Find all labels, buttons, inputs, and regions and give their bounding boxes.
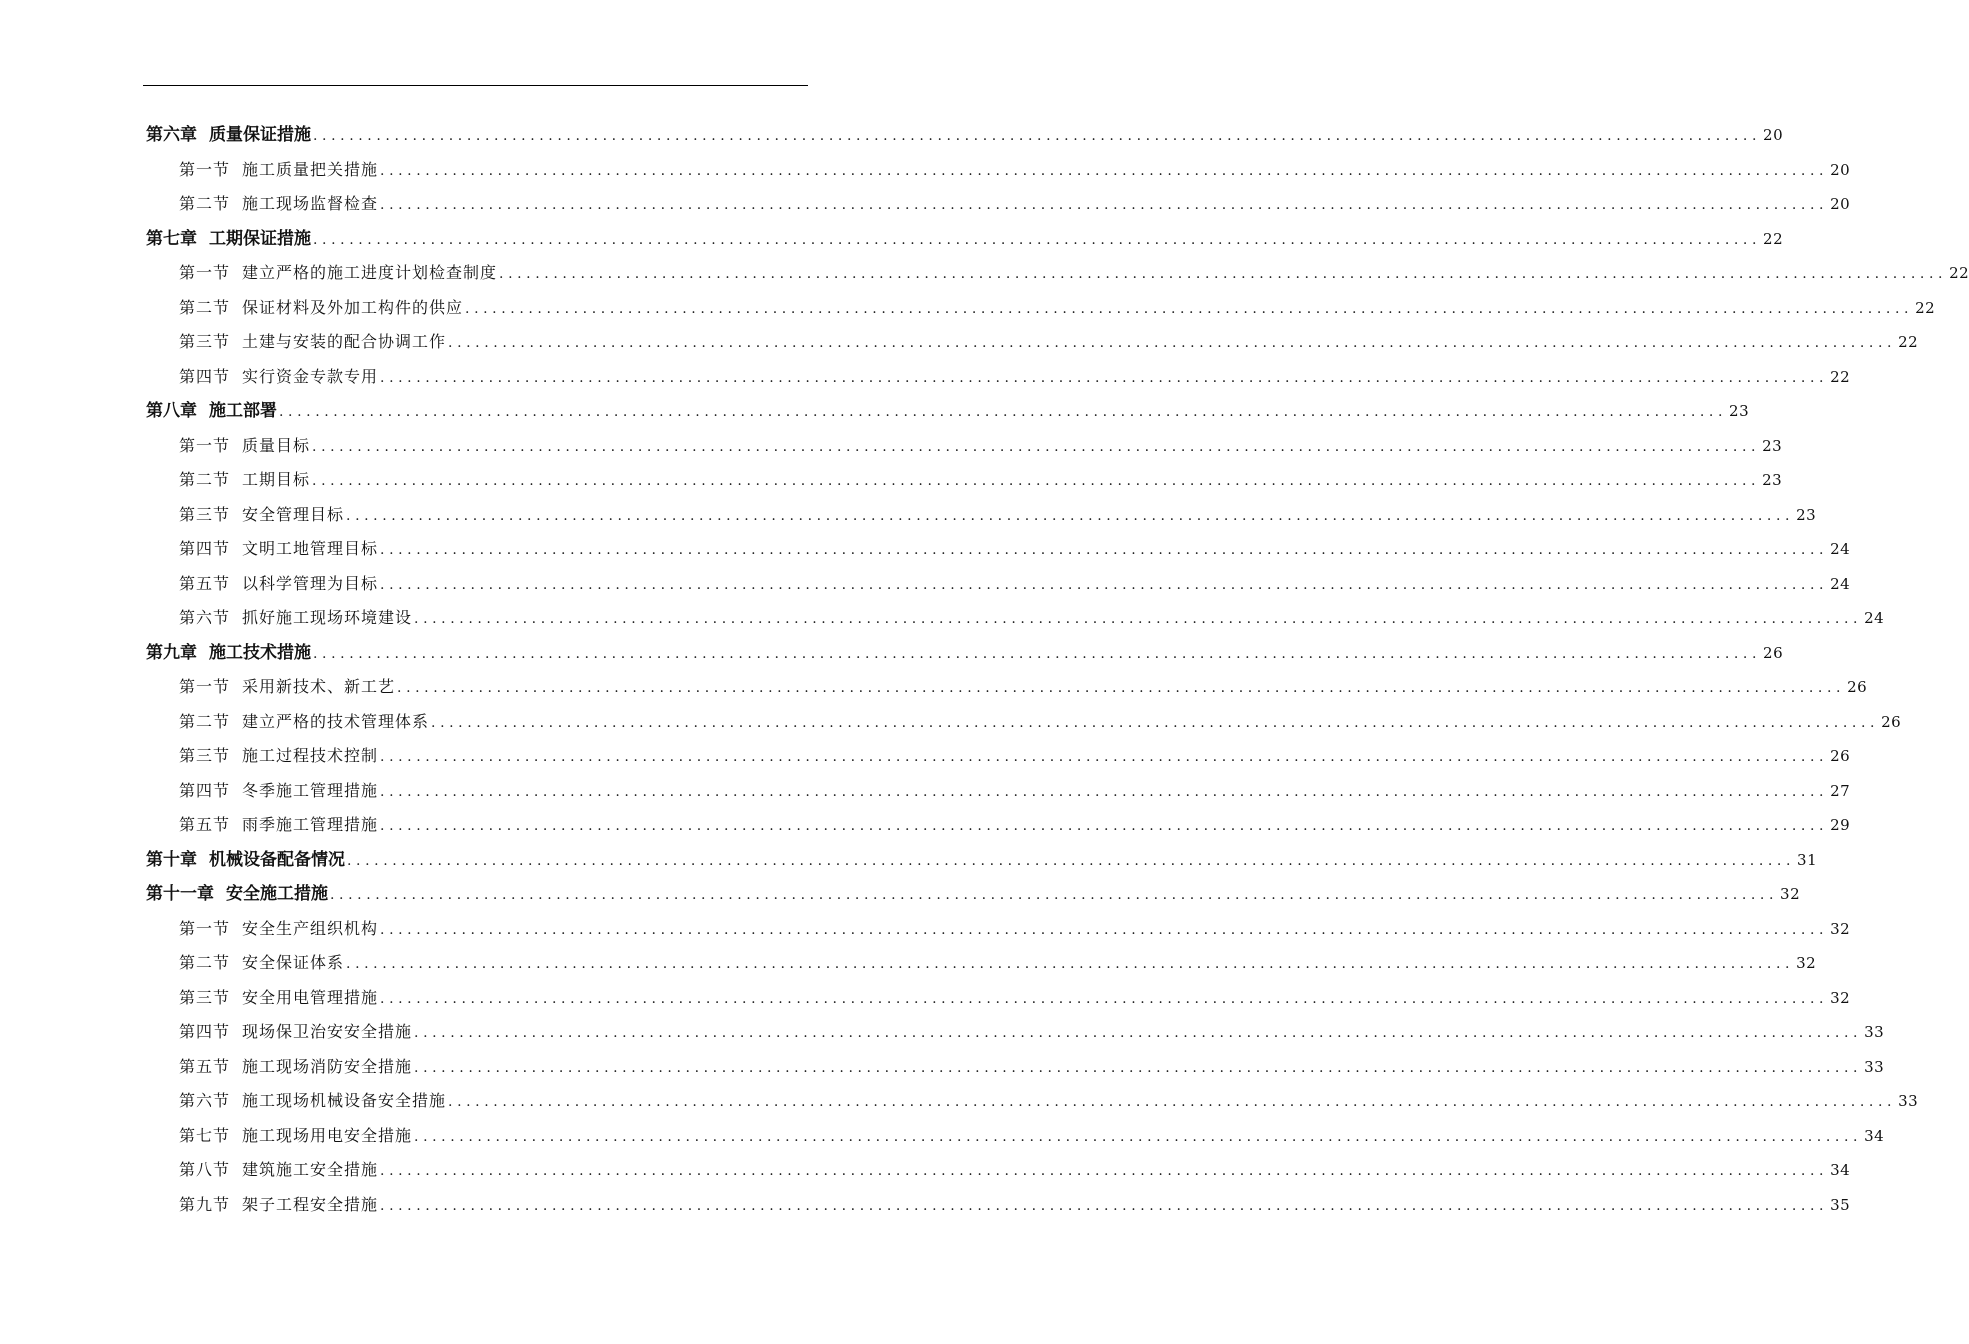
toc-entry-title: 抓好施工现场环境建设	[242, 608, 413, 627]
toc-entry-number: 第七章	[146, 228, 197, 249]
toc-entry-number: 第三节	[179, 504, 231, 524]
toc-section-entry[interactable]	[146, 153, 1851, 188]
toc-page-number: 33	[1864, 1057, 1885, 1076]
toc-entry-title: 安全管理目标	[242, 504, 345, 524]
toc-page-number: 26	[1881, 712, 1902, 731]
toc-entry-number: 第五节	[179, 1056, 231, 1076]
toc-section-entry[interactable]	[146, 705, 1902, 740]
toc-dot-leader: ................................................................................................................................................................	[380, 1197, 1829, 1214]
toc-dot-leader: ................................................................................................................................................................	[346, 956, 1795, 972]
toc-dot-leader: ................................................................................................................................................................	[330, 887, 1779, 903]
toc-entry-title: 质量目标	[242, 435, 311, 455]
toc-entry-title: 建立严格的施工进度计划检查制度	[242, 263, 498, 282]
toc-section-entry[interactable]	[146, 946, 1817, 981]
toc-entry-number: 第四节	[179, 539, 231, 558]
toc-entry-title: 雨季施工管理措施	[242, 815, 379, 834]
toc-entry-number: 第九节	[179, 1194, 231, 1214]
toc-entry-title: 工期目标	[242, 470, 311, 489]
toc-section-entry[interactable]	[146, 498, 1817, 533]
toc-chapter-entry[interactable]	[146, 843, 1818, 878]
toc-entry-title: 现场保卫治安安全措施	[242, 1022, 413, 1041]
toc-entry-title: 建筑施工安全措施	[242, 1160, 379, 1179]
toc-section-entry[interactable]	[146, 981, 1851, 1016]
toc-entry-label	[146, 118, 311, 153]
header-rule	[143, 85, 808, 86]
toc-chapter-entry[interactable]	[146, 394, 1750, 429]
toc-page-number: 29	[1830, 816, 1851, 834]
toc-entry-number: 第一节	[179, 918, 231, 938]
toc-entry-label	[179, 1015, 412, 1050]
toc-dot-leader: ................................................................................................................................................................	[380, 749, 1829, 765]
toc-entry-number: 第二节	[179, 711, 231, 731]
toc-entry-number: 第六节	[179, 608, 231, 627]
toc-section-entry[interactable]	[146, 774, 1851, 809]
toc-entry-label	[179, 946, 344, 981]
toc-dot-leader: ................................................................................................................................................................	[346, 507, 1795, 524]
toc-entry-title: 安全保证体系	[242, 953, 345, 972]
toc-section-entry[interactable]	[146, 1188, 1851, 1223]
toc-dot-leader: ................................................................................................................................................................	[448, 1094, 1897, 1110]
toc-page-number: 26	[1847, 678, 1868, 696]
toc-page-number: 22	[1898, 333, 1919, 351]
toc-entry-label	[179, 912, 378, 947]
toc-dot-leader: ................................................................................................................................................................	[380, 818, 1829, 834]
toc-entry-number: 第三节	[179, 332, 231, 351]
toc-dot-leader: ................................................................................................................................................................	[313, 231, 1762, 248]
toc-dot-leader: ................................................................................................................................................................	[431, 714, 1880, 731]
toc-page-number: 34	[1864, 1126, 1885, 1145]
toc-section-entry[interactable]	[146, 567, 1851, 602]
toc-dot-leader: ................................................................................................................................................................	[414, 1128, 1863, 1145]
toc-page-number: 22	[1830, 367, 1851, 386]
toc-dot-leader: ................................................................................................................................................................	[279, 404, 1728, 420]
toc-page-number: 20	[1763, 126, 1784, 144]
toc-dot-leader: ................................................................................................................................................................	[380, 369, 1829, 386]
toc-entry-title: 以科学管理为目标	[242, 573, 379, 593]
toc-dot-leader: ................................................................................................................................................................	[465, 300, 1914, 317]
toc-entry-label	[179, 498, 344, 533]
toc-entry-title: 施工质量把关措施	[242, 159, 379, 179]
toc-entry-title: 安全生产组织机构	[242, 918, 379, 938]
toc-page-number: 31	[1797, 850, 1818, 869]
toc-entry-number: 第四节	[179, 366, 231, 386]
toc-entry-label	[179, 429, 310, 464]
toc-entry-title: 施工现场用电安全措施	[242, 1125, 413, 1145]
toc-section-entry[interactable]	[146, 670, 1868, 705]
toc-page-number: 23	[1762, 471, 1783, 489]
toc-page-number: 26	[1763, 643, 1784, 662]
toc-entry-title: 冬季施工管理措施	[242, 780, 379, 800]
toc-entry-label	[146, 394, 277, 429]
toc-entry-label	[179, 1188, 378, 1223]
toc-entry-title: 施工现场监督检查	[242, 194, 379, 213]
toc-dot-leader: ................................................................................................................................................................	[312, 438, 1761, 455]
toc-entry-label	[179, 808, 378, 843]
toc-page-number: 20	[1830, 195, 1851, 213]
toc-page-number: 27	[1830, 781, 1851, 800]
toc-section-entry[interactable]	[146, 739, 1851, 774]
toc-entry-number: 第九章	[146, 642, 197, 663]
toc-page-number: 22	[1949, 264, 1969, 282]
toc-entry-label	[179, 463, 310, 498]
toc-entry-label	[179, 153, 378, 188]
toc-page-number: 24	[1864, 609, 1885, 627]
toc-entry-label	[146, 222, 311, 257]
toc-entry-title: 保证材料及外加工构件的供应	[242, 297, 464, 317]
toc-page-number: 26	[1830, 747, 1851, 765]
toc-dot-leader: ................................................................................................................................................................	[380, 990, 1829, 1007]
toc-entry-label	[179, 256, 497, 291]
toc-entry-number: 第一节	[179, 159, 231, 179]
toc-entry-number: 第二节	[179, 470, 231, 489]
toc-section-entry[interactable]	[146, 1015, 1885, 1050]
toc-entry-title: 施工过程技术控制	[242, 746, 379, 765]
toc-entry-title: 机械设备配备情况	[209, 849, 345, 870]
toc-entry-title: 安全施工措施	[226, 884, 328, 904]
toc-section-entry[interactable]	[146, 1119, 1885, 1154]
toc-entry-label	[179, 187, 378, 222]
toc-section-entry[interactable]	[146, 1050, 1885, 1085]
toc-dot-leader: ................................................................................................................................................................	[380, 783, 1829, 800]
toc-entry-label	[146, 636, 311, 671]
toc-page-number: 32	[1796, 954, 1817, 972]
toc-entry-label	[179, 1119, 412, 1154]
toc-dot-leader: ................................................................................................................................................................	[312, 473, 1761, 489]
toc-section-entry[interactable]	[146, 256, 1969, 291]
toc-dot-leader: ................................................................................................................................................................	[499, 266, 1948, 282]
toc-entry-label	[179, 1050, 412, 1085]
toc-section-entry[interactable]	[146, 532, 1851, 567]
toc-entry-number: 第五节	[179, 573, 231, 593]
toc-entry-title: 实行资金专款专用	[242, 366, 379, 386]
toc-section-entry[interactable]	[146, 601, 1885, 636]
toc-entry-label	[179, 360, 378, 395]
toc-section-entry[interactable]	[146, 187, 1851, 222]
toc-entry-number: 第一节	[179, 677, 231, 696]
toc-page-number: 22	[1915, 298, 1936, 317]
toc-entry-label	[179, 705, 429, 740]
toc-section-entry[interactable]	[146, 360, 1851, 395]
toc-dot-leader: ................................................................................................................................................................	[347, 852, 1796, 869]
toc-entry-title: 施工现场消防安全措施	[242, 1056, 413, 1076]
toc-entry-label	[179, 567, 378, 602]
toc-page-number: 24	[1830, 540, 1851, 558]
toc-page-number: 23	[1762, 436, 1783, 455]
toc-page-number: 32	[1830, 988, 1851, 1007]
toc-dot-leader: ................................................................................................................................................................	[380, 921, 1829, 938]
toc-entry-number: 第一节	[179, 263, 231, 282]
toc-entry-number: 第十章	[146, 849, 197, 870]
toc-entry-label	[179, 739, 378, 774]
toc-entry-label	[179, 291, 463, 326]
toc-entry-title: 质量保证措施	[209, 125, 311, 145]
toc-page-number: 22	[1763, 229, 1784, 248]
toc-dot-leader: ................................................................................................................................................................	[313, 645, 1762, 662]
toc-entry-number: 第三节	[179, 746, 231, 765]
toc-dot-leader: ................................................................................................................................................................	[397, 680, 1846, 696]
toc-dot-leader: ................................................................................................................................................................	[414, 1025, 1863, 1041]
toc-section-entry[interactable]	[146, 808, 1851, 843]
toc-section-entry[interactable]	[146, 429, 1783, 464]
toc-chapter-entry[interactable]	[146, 877, 1801, 912]
toc-page-number: 23	[1729, 402, 1750, 420]
toc-entry-number: 第八节	[179, 1160, 231, 1179]
toc-entry-label	[146, 843, 345, 878]
toc-entry-title: 施工技术措施	[209, 642, 311, 663]
toc-entry-label	[179, 774, 378, 809]
toc-entry-title: 安全用电管理措施	[242, 987, 379, 1007]
toc-entry-number: 第六节	[179, 1091, 231, 1110]
toc-dot-leader: ................................................................................................................................................................	[448, 335, 1897, 351]
toc-entry-title: 采用新技术、新工艺	[242, 677, 396, 696]
toc-entry-number: 第二节	[179, 297, 231, 317]
toc-entry-title: 建立严格的技术管理体系	[242, 711, 430, 731]
toc-dot-leader: ................................................................................................................................................................	[380, 162, 1829, 179]
toc-entry-label	[179, 532, 378, 567]
toc-entry-number: 第四节	[179, 1022, 231, 1041]
toc-chapter-entry[interactable]	[146, 636, 1784, 671]
toc-entry-label	[179, 1084, 446, 1119]
toc-dot-leader: ................................................................................................................................................................	[414, 611, 1863, 627]
toc-page-number: 20	[1830, 160, 1851, 179]
toc-dot-leader: ................................................................................................................................................................	[313, 128, 1762, 144]
toc-entry-title: 工期保证措施	[209, 228, 311, 249]
toc-section-entry[interactable]	[146, 463, 1783, 498]
toc-dot-leader: ................................................................................................................................................................	[380, 1163, 1829, 1179]
toc-page-number: 32	[1830, 919, 1851, 938]
toc-entry-number: 第七节	[179, 1125, 231, 1145]
toc-section-entry[interactable]	[146, 291, 1936, 326]
toc-page-number: 23	[1796, 505, 1817, 524]
toc-entry-number: 第一节	[179, 435, 231, 455]
toc-entry-label	[179, 1153, 378, 1188]
toc-entry-number: 第四节	[179, 780, 231, 800]
toc-entry-number: 第十一章	[146, 884, 214, 904]
toc-page-number: 35	[1830, 1195, 1851, 1214]
toc-entry-number: 第八章	[146, 401, 197, 421]
toc-entry-label	[179, 981, 378, 1016]
toc-section-entry[interactable]	[146, 1153, 1851, 1188]
toc-entry-label	[146, 877, 328, 912]
toc-dot-leader: ................................................................................................................................................................	[414, 1059, 1863, 1076]
toc-entry-title: 文明工地管理目标	[242, 539, 379, 558]
toc-dot-leader: ................................................................................................................................................................	[380, 197, 1829, 213]
toc-page-number: 34	[1830, 1161, 1851, 1179]
toc-entry-title: 施工现场机械设备安全措施	[242, 1091, 447, 1110]
toc-entry-number: 第二节	[179, 194, 231, 213]
toc-dot-leader: ................................................................................................................................................................	[380, 542, 1829, 558]
table-of-contents	[146, 118, 1969, 1222]
toc-page-number: 24	[1830, 574, 1851, 593]
toc-section-entry[interactable]	[146, 1084, 1919, 1119]
toc-entry-number: 第三节	[179, 987, 231, 1007]
toc-entry-label	[179, 601, 412, 636]
toc-section-entry[interactable]	[146, 912, 1851, 947]
toc-entry-number: 第六章	[146, 125, 197, 145]
toc-chapter-entry[interactable]	[146, 118, 1784, 153]
toc-chapter-entry[interactable]	[146, 222, 1784, 257]
toc-section-entry[interactable]	[146, 325, 1919, 360]
toc-entry-number: 第二节	[179, 953, 231, 972]
toc-page-number: 33	[1864, 1023, 1885, 1041]
toc-dot-leader: ................................................................................................................................................................	[380, 576, 1829, 593]
toc-entry-label	[179, 325, 446, 360]
toc-entry-title: 土建与安装的配合协调工作	[242, 332, 447, 351]
toc-page-number: 33	[1898, 1092, 1919, 1110]
toc-entry-number: 第五节	[179, 815, 231, 834]
toc-entry-title: 架子工程安全措施	[242, 1194, 379, 1214]
toc-entry-title: 施工部署	[209, 401, 277, 421]
toc-entry-label	[179, 670, 395, 705]
toc-page-number: 32	[1780, 885, 1801, 903]
